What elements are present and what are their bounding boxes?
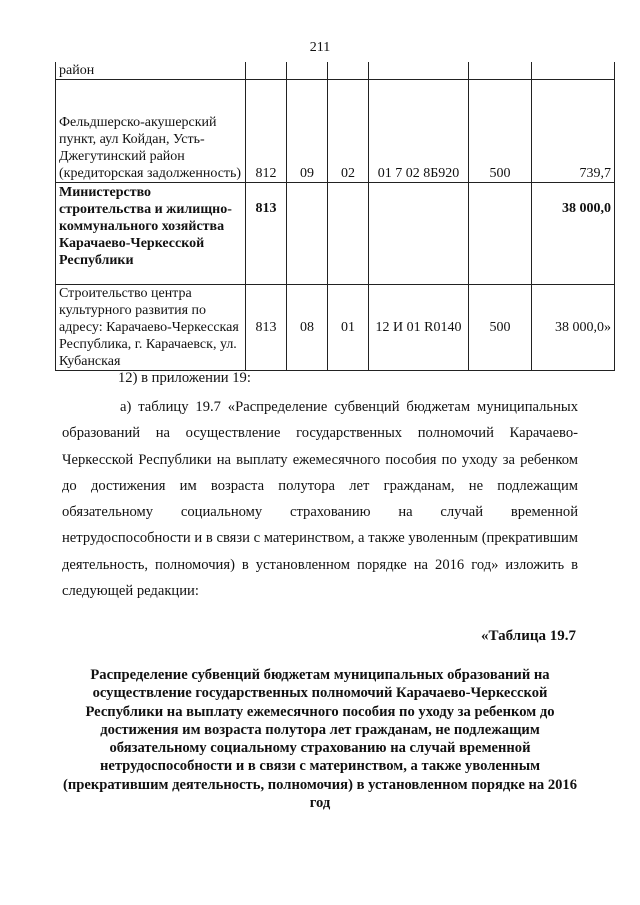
cell-name: Министерство строительства и жилищно-коммунального хозяйства Карачаево-Черкесской Республики [56, 183, 246, 285]
cell-admin: 813 [246, 183, 287, 285]
cell-name: Строительство центра культурного развития по адресу: Карачаево-Черкесская Республика, г. Карачаевск, ул. Кубанская [56, 285, 246, 371]
budget-table [55, 62, 615, 371]
cell-sum: 739,7 [532, 80, 615, 183]
cell-admin: 813 [246, 285, 287, 371]
table-heading: Распределение субвенций бюджетам муниципальных образований на осуществление государственных полномочий Карачаево-Черкесской Республики на выплату ежемесячного пособия по уходу за ребенком до достижения им возраста полутора лет гражданам, не подлежащим обязательному социальному страхованию на случай временной нетрудоспособности и в связи с материнством, а также уволенным (прекратившим деятельность, полномочия) в установленном порядке на 2016 год [62, 667, 578, 812]
cell-admin: 812 [246, 80, 287, 183]
cell-section: 09 [287, 80, 328, 183]
cell-type: 500 [469, 80, 532, 183]
table-row [56, 80, 615, 183]
cell-subsection: 01 [328, 285, 369, 371]
cell-name: Фельдшерско-акушерский пункт, аул Койдан, Усть-Джегутинский район (кредиторская задолженность) [56, 80, 246, 183]
cell-target: 01 7 02 8Б920 [369, 80, 469, 183]
cell-type [469, 62, 532, 80]
table-label: «Таблица 19.7 [481, 628, 576, 644]
cell-subsection [328, 183, 369, 285]
item-label: 12) в приложении 19: [118, 370, 251, 386]
table-row [56, 62, 615, 80]
cell-type: 500 [469, 285, 532, 371]
cell-type [469, 183, 532, 285]
cell-target: 12 И 01 R0140 [369, 285, 469, 371]
table-row [56, 183, 615, 285]
cell-sum [532, 62, 615, 80]
table-row [56, 285, 615, 371]
cell-admin [246, 62, 287, 80]
cell-section: 08 [287, 285, 328, 371]
cell-section [287, 62, 328, 80]
page-number: 211 [309, 40, 331, 55]
body-paragraph: а) таблицу 19.7 «Распределение субвенций бюджетам муниципальных образований на осуществление государственных полномочий Карачаево-Черкесской Республики на выплату ежемесячного пособия по уходу за ребенком до достижения им возраста полутора лет гражданам, не подлежащим обязательному социальному страхованию на случай временной нетрудоспособности и в связи с материнством, а также уволенным (прекратившим деятельность, полномочия) в установленном порядке на 2016 год» изложить в следующей редакции: [62, 399, 578, 600]
cell-subsection [328, 62, 369, 80]
cell-sum: 38 000,0 [532, 183, 615, 285]
cell-sum: 38 000,0» [532, 285, 615, 371]
cell-name: район [56, 62, 246, 80]
cell-target [369, 183, 469, 285]
cell-target [369, 62, 469, 80]
cell-subsection: 02 [328, 80, 369, 183]
cell-section [287, 183, 328, 285]
